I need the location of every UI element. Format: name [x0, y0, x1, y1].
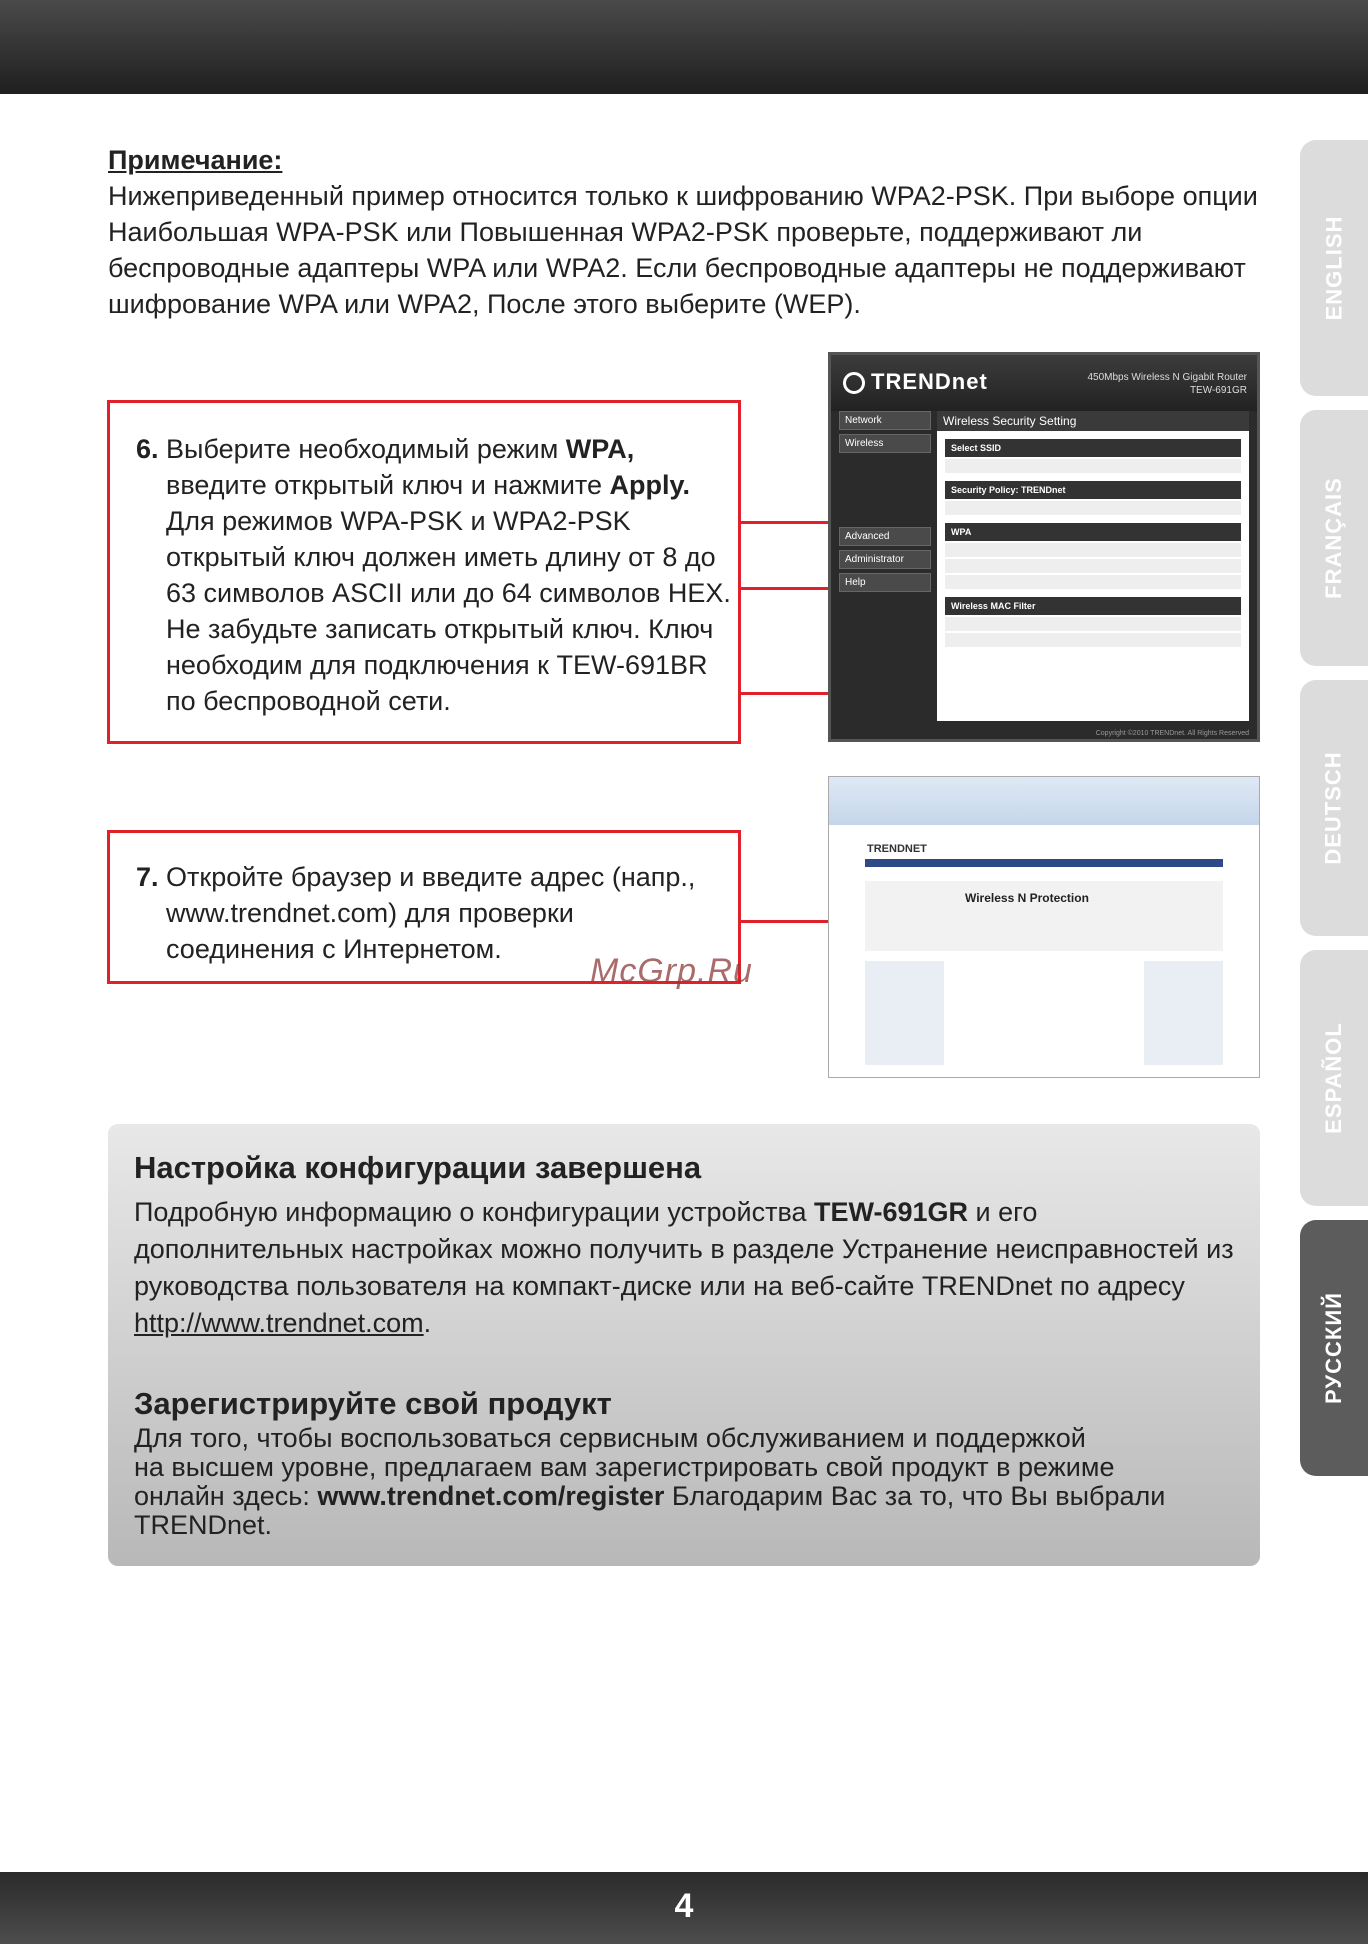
note-block: [108, 142, 1268, 322]
router-row: [945, 575, 1241, 589]
step-7-line1: 7. Откройте браузер и введите адрес (напр.,: [136, 862, 696, 892]
router-header: [831, 355, 1257, 411]
tab-deutsch[interactable]: DEUTSCH: [1300, 680, 1368, 936]
browser-page: [859, 839, 1229, 1077]
trendnet-logo-icon: [843, 372, 865, 394]
step-6-line: 63 символов ASCII или до 64 символов HEX.: [166, 578, 731, 608]
router-section: Select SSID: [945, 439, 1241, 457]
router-row: [945, 543, 1241, 557]
router-row: [945, 617, 1241, 631]
router-sidebar: [839, 411, 931, 596]
step-6-line: Не забудьте записать открытый ключ. Ключ: [166, 614, 714, 644]
router-section: WPA: [945, 523, 1241, 541]
router-nav-network[interactable]: Network: [839, 411, 931, 430]
config-done-text: Подробную информацию о конфигурации устройства TEW-691GR и его дополнительных настройках можно получить в разделе Устранение неисправностей из руководства пользователя на компакт-диске или на веб-сайте TRENDnet по адресу http://www.trendnet.com.: [134, 1197, 1234, 1338]
note-line: беспроводные адаптеры WPA или WPA2. Если беспроводные адаптеры не поддерживают: [108, 253, 1246, 283]
browser-site-nav: [865, 859, 1223, 867]
router-subnav: [839, 457, 931, 527]
step-7-line: соединения с Интернетом.: [166, 934, 502, 964]
register-link[interactable]: www.trendnet.com/register: [317, 1481, 665, 1511]
tab-english[interactable]: ENGLISH: [1300, 140, 1368, 396]
browser-banner: [865, 881, 1223, 951]
router-row: [945, 501, 1241, 515]
step-6-line: по беспроводной сети.: [166, 686, 451, 716]
page-number: 4: [674, 1887, 694, 1925]
top-bar: [0, 0, 1368, 94]
router-row: [945, 459, 1241, 473]
note-line: шифрование WPA или WPA2, После этого выберите (WEP).: [108, 289, 861, 319]
info-box: [108, 1124, 1260, 1566]
browser-banner-title: Wireless N Protection: [965, 891, 1089, 905]
router-footer: Copyright ©2010 TRENDnet. All Rights Reserved: [1095, 730, 1249, 737]
router-nav-administrator[interactable]: Administrator: [839, 550, 931, 569]
tab-espanol[interactable]: ESPAÑOL: [1300, 950, 1368, 1206]
step-6-line: открытый ключ должен иметь длину от 8 до: [166, 542, 716, 572]
config-done-title: Настройка конфигурации завершена: [134, 1150, 702, 1185]
step-6-line2: введите открытый ключ и нажмите Apply.: [166, 470, 690, 500]
note-line: Наибольшая WPA-PSK или Повышенная WPA2-PSK проверьте, поддерживают ли: [108, 217, 1143, 247]
browser-screenshot: [828, 776, 1260, 1078]
browser-content-grid: [865, 961, 1223, 1065]
router-row: [945, 559, 1241, 573]
step-6-box: [107, 400, 741, 744]
register-title: Зарегистрируйте свой продукт: [134, 1386, 612, 1421]
router-main-panel: [937, 411, 1249, 721]
watermark: McGrp.Ru: [590, 952, 753, 990]
router-section: Wireless MAC Filter: [945, 597, 1241, 615]
router-page-title: Wireless Security Setting: [937, 411, 1249, 431]
tab-francais[interactable]: FRANÇAIS: [1300, 410, 1368, 666]
step-6-line: необходим для подключения к TEW-691BR: [166, 650, 708, 680]
trendnet-logo: TRENDnet: [843, 369, 988, 395]
browser-toolbar: [829, 777, 1259, 825]
router-nav-help[interactable]: Help: [839, 573, 931, 592]
tab-russian[interactable]: РУССКИЙ: [1300, 1220, 1368, 1476]
router-row: [945, 633, 1241, 647]
step-6-line: Для режимов WPA-PSK и WPA2-PSK: [166, 506, 631, 536]
register-text: Для того, чтобы воспользоваться сервисным обслуживанием и поддержкой на высшем уровне, предлагаем вам зарегистрировать свой продукт в режиме онлайн здесь: www.trendnet.com/register Благодарим Вас за то, что Вы выбрали TRENDnet.: [134, 1423, 1166, 1540]
router-section: Security Policy: TRENDnet: [945, 481, 1241, 499]
step-6-line1: 6. Выберите необходимый режим WPA,: [136, 434, 635, 464]
browser-trendnet-logo: TRENDNET: [867, 843, 927, 855]
router-screenshot: [828, 352, 1260, 742]
note-line: Нижеприведенный пример относится только к шифрованию WPA2-PSK. При выборе опции: [108, 181, 1258, 211]
note-title: Примечание:: [108, 145, 283, 175]
router-nav-wireless[interactable]: Wireless: [839, 434, 931, 453]
router-nav-advanced[interactable]: Advanced: [839, 527, 931, 546]
trendnet-link[interactable]: http://www.trendnet.com: [134, 1308, 424, 1338]
router-model: 450Mbps Wireless N Gigabit Router TEW-691GR: [1087, 372, 1247, 396]
step-7-line: www.trendnet.com) для проверки: [166, 898, 574, 928]
